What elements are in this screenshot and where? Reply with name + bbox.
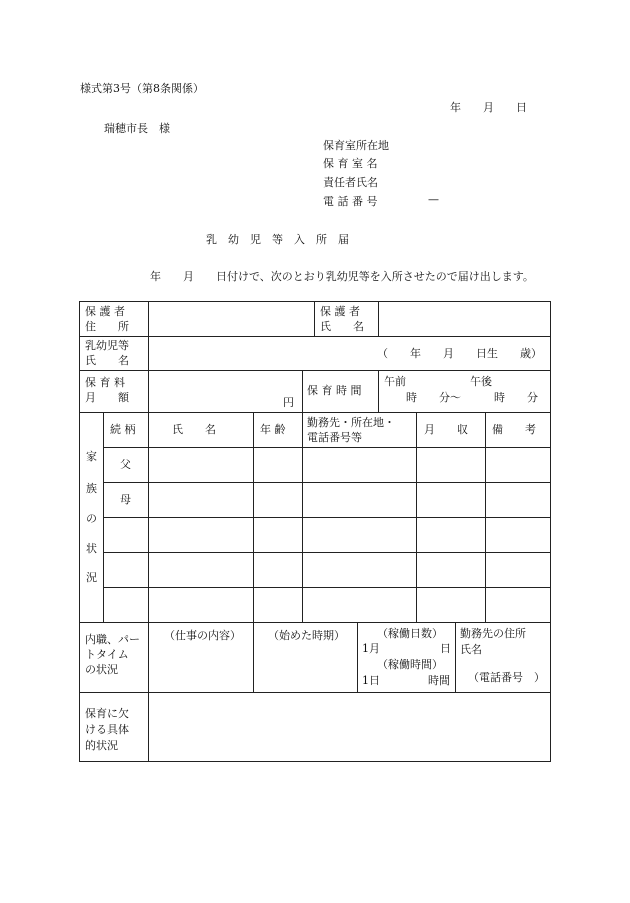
family-label-5: 況 <box>86 571 97 584</box>
document-title: 乳 幼 児 等 入 所 届 <box>206 233 349 246</box>
col-employer-2: 電話番号等 <box>307 431 362 444</box>
col-employer-1: 勤務先・所在地・ <box>307 416 395 429</box>
hours-line: 時 分～ 時 分 <box>406 391 538 404</box>
responsible-person-label: 責任者氏名 <box>323 176 378 189</box>
phone-dash: — <box>428 193 439 206</box>
employer-phone-label: （電話番号 ） <box>468 671 545 684</box>
lack-of-care-field[interactable] <box>149 693 550 761</box>
phone-number-label: 電 話 番 号 <box>323 195 378 208</box>
family-label-4: 状 <box>86 542 97 555</box>
hours-am: 午前 <box>384 375 406 388</box>
hours-label: 保 育 時 間 <box>307 384 362 397</box>
relation-mother: 母 <box>120 493 131 506</box>
start-time-label: （始めた時期） <box>268 629 345 642</box>
lack-label-1: 保育に欠 <box>85 707 129 720</box>
child-name-field[interactable] <box>149 337 369 370</box>
child-name-label-1: 乳幼児等 <box>85 339 129 352</box>
lack-label-2: ける具体 <box>85 723 129 736</box>
birth-date-line: （ 年 月 日生 歳） <box>377 347 542 360</box>
guardian-address-label-2: 住 所 <box>85 320 129 333</box>
guardian-name-label-1: 保 護 者 <box>320 305 360 318</box>
col-income: 月 収 <box>424 423 468 436</box>
date-line: 年 月 日 <box>450 101 527 114</box>
facility-location-label: 保育室所在地 <box>323 139 389 152</box>
fee-label-2: 月 額 <box>85 391 129 404</box>
employer-address-label: 勤務先の住所 <box>460 627 526 640</box>
col-age: 年 齢 <box>260 423 286 436</box>
col-relationship: 続 柄 <box>110 423 136 436</box>
per-month-label: 1月 <box>362 642 380 655</box>
family-label-2: 族 <box>86 482 97 495</box>
family-label-3: の <box>86 512 97 525</box>
job-content-label: （仕事の内容） <box>164 629 241 642</box>
guardian-name-field[interactable] <box>379 302 550 336</box>
work-days-label: （稼働日数） <box>377 627 443 640</box>
col-name: 氏 名 <box>172 423 216 436</box>
fee-amount-field[interactable] <box>149 371 279 412</box>
family-label-1: 家 <box>86 450 97 463</box>
addressee: 瑞穂市長 様 <box>104 122 170 135</box>
intro-text: 年 月 日付けで、次のとおり乳幼児等を入所させたので届け出します。 <box>150 270 534 283</box>
guardian-name-label-2: 氏 名 <box>320 320 364 333</box>
employer-name-label: 氏名 <box>460 643 482 656</box>
work-label-3: の状況 <box>85 663 118 676</box>
relation-father: 父 <box>120 458 131 471</box>
guardian-address-label-1: 保 護 者 <box>85 305 125 318</box>
work-hours-label: （稼働時間） <box>377 658 443 671</box>
facility-name-label: 保 育 室 名 <box>323 157 378 170</box>
col-remarks: 備 考 <box>492 423 536 436</box>
fee-unit: 円 <box>283 396 294 409</box>
work-label-1: 内職、パー <box>85 633 140 646</box>
child-name-label-2: 氏 名 <box>85 354 129 367</box>
fee-label-1: 保 育 料 <box>85 376 125 389</box>
guardian-address-field[interactable] <box>149 302 314 336</box>
hour-unit: 時間 <box>428 674 450 687</box>
form-number: 様式第3号（第8条関係） <box>80 82 204 95</box>
day-unit: 日 <box>440 642 451 655</box>
hours-pm: 午後 <box>470 375 492 388</box>
per-day-label: 1日 <box>362 674 380 687</box>
work-label-2: トタイム <box>85 648 129 661</box>
lack-label-3: 的状況 <box>85 739 118 752</box>
